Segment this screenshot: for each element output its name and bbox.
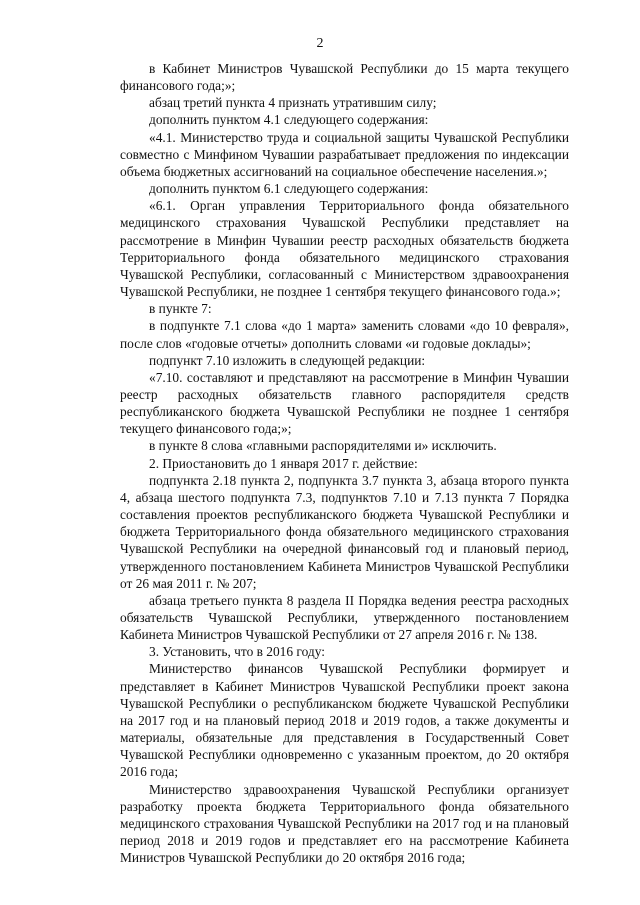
- paragraph: абзац третий пункта 4 признать утратившим силу;: [149, 95, 437, 111]
- paragraph: «4.1. Министерство труда и социальной защиты Чувашской Республики совместно с Минфином Чувашии разрабатывает предложения по индексации объема бюджетных ассигнований на социальное обеспечение населения.»;: [120, 129, 569, 179]
- paragraph: Министерство здравоохранения Чувашской Республики организует разработку проекта бюджета Территориального фонда обязательного медицинского страхования Чувашской Республики на 2017 год и на плановый период 2018 и 2019 годов и представляет его на рассмотрение Кабинета Министров Чувашской Республики до 20 октября 2016 года;: [120, 781, 569, 866]
- paragraph: дополнить пунктом 4.1 следующего содержания:: [149, 112, 429, 128]
- paragraph: «7.10. составляют и представляют на рассмотрение в Минфин Чувашии реестр расходных обязательств главного распорядителя средств республиканского бюджета Чувашской Республики не позднее 1 сентября текущего финансового года;»;: [120, 369, 569, 437]
- paragraph: Министерство финансов Чувашской Республики формирует и представляет в Кабинет Министров Чувашской Республики проект закона Чувашской Республики о республиканском бюджете Чувашской Республики на 2017 год и на плановый период 2018 и 2019 годов, а также документы и материалы, обязательные для представления в Государственный Совет Чувашской Республики одновременно с указанным проектом, до 20 октября 2016 года;: [120, 661, 569, 780]
- paragraph: подпункт 7.10 изложить в следующей редакции:: [149, 352, 426, 368]
- paragraph: дополнить пунктом 6.1 следующего содержания:: [149, 181, 429, 197]
- paragraph: «6.1. Орган управления Территориального фонда обязательного медицинского страхования Чувашской Республики представляет на рассмотрение в Минфин Чувашии реестр расходных обязательств бюджета Территориального фонда обязательного медицинского страхования Чувашской Республики, согласованный с Министерством здравоохранения Чувашской Республики, не позднее 1 сентября текущего финансового года.»;: [120, 198, 569, 300]
- page-number: 2: [316, 36, 324, 51]
- paragraph: подпункта 2.18 пункта 2, подпункта 3.7 пункта 3, абзаца второго пункта 4, абзаца шестого подпункта 7.3, подпунктов 7.10 и 7.13 пункта 7 Порядка составления проектов республиканского бюджета Чувашской Республики и бюджета Территориального фонда обязательного медицинского страхования Чувашской Республики на очередной финансовый год и плановый период, утвержденного постановлением Кабинета Министров Чувашской Республики от 26 мая 2011 г. № 207;: [120, 472, 569, 591]
- document-body: [120, 60, 569, 866]
- paragraph: 2. Приостановить до 1 января 2017 г. действие:: [149, 455, 418, 471]
- paragraph: в пункте 7:: [149, 301, 212, 317]
- paragraph: 3. Установить, что в 2016 году:: [149, 644, 325, 660]
- paragraph: в Кабинет Министров Чувашской Республики до 15 марта текущего финансового года;»;: [120, 61, 569, 94]
- paragraph: в подпункте 7.1 слова «до 1 марта» заменить словами «до 10 февраля», после слов «годовые отчеты» дополнить словами «и годовые доклады»;: [120, 318, 569, 351]
- paragraph: абзаца третьего пункта 8 раздела II Порядка ведения реестра расходных обязательств Чувашской Республики, утвержденного постановлением Кабинета Министров Чувашской Республики от 27 апреля 2016 г. № 138.: [120, 592, 569, 643]
- paragraph: в пункте 8 слова «главными распорядителями и» исключить.: [149, 438, 497, 454]
